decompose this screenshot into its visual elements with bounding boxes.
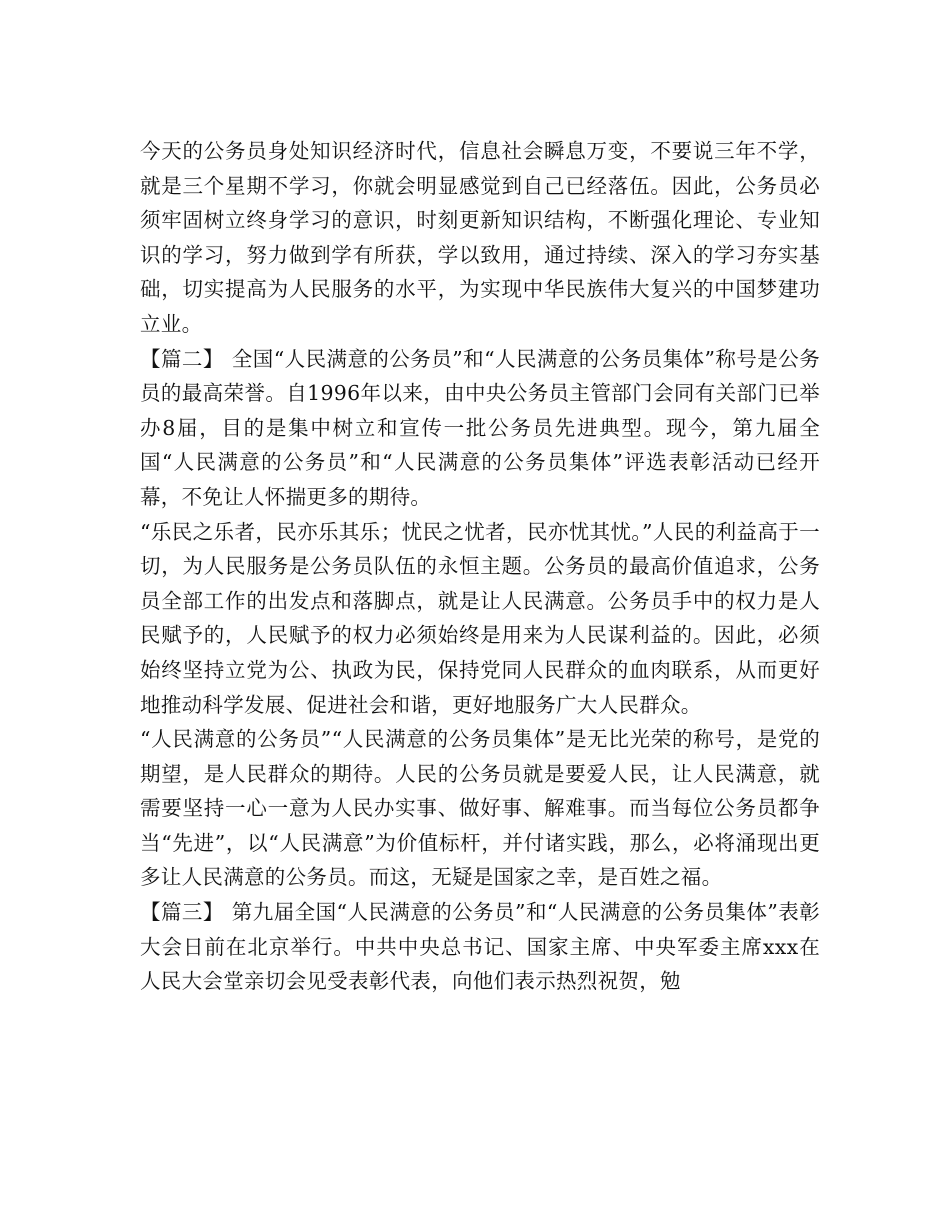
paragraph-text: 第九届全国“人民满意的公务员”和“人民满意的公务员集体”表彰大会日前在北京举行。中共中央总书记、国家主席、中央军委主席xxx在人民大会堂亲切会见受表彰代表，向他们表示热烈祝贺，勉 xyxy=(140,900,820,994)
document-page xyxy=(140,134,820,999)
paragraph-text: “乐民之乐者，民亦乐其乐；忧民之忧者，民亦忧其忧。”人民的利益高于一切，为人民服务是公务员队伍的永恒主题。公务员的最高价值追求，公务员全部工作的出发点和落脚点，就是让人民满意。公务员手中的权力是人民赋予的，人民赋予的权力必须始终是用来为人民谋利益的。因此，必须始终坚持立党为公、执政为民，保持党同人民群众的血肉联系，从而更好地推动科学发展、促进社会和谐，更好地服务广大人民群众。 xyxy=(140,519,820,717)
paragraph-text: “人民满意的公务员”“人民满意的公务员集体”是无比光荣的称号，是党的期望，是人民群众的期待。人民的公务员就是要爱人民，让人民满意，就需要坚持一心一意为人民办实事、做好事、解难事。而当每位公务员都争当“先进”，以“人民满意”为价值标杆，并付诸实践，那么，必将涌现出更多让人民满意的公务员。而这，无疑是国家之幸，是百姓之福。 xyxy=(140,727,820,890)
paragraph-honor xyxy=(140,722,820,895)
paragraph-section-three xyxy=(140,895,820,999)
paragraph-intro xyxy=(140,134,820,342)
paragraph-section-two xyxy=(140,342,820,515)
section-label: 【篇三】 xyxy=(140,900,224,925)
paragraph-quote xyxy=(140,515,820,723)
paragraph-text: 全国“人民满意的公务员”和“人民满意的公务员集体”称号是公务员的最高荣誉。自1996年以来，由中央公务员主管部门会同有关部门已举办8届，目的是集中树立和宣传一批公务员先进典型。现今，第九届全国“人民满意的公务员”和“人民满意的公务员集体”评选表彰活动已经开幕，不免让人怀揣更多的期待。 xyxy=(140,346,820,509)
section-label: 【篇二】 xyxy=(140,346,224,371)
paragraph-text: 今天的公务员身处知识经济时代，信息社会瞬息万变，不要说三年不学，就是三个星期不学习，你就会明显感觉到自己已经落伍。因此，公务员必须牢固树立终身学习的意识，时刻更新知识结构，不断强化理论、专业知识的学习，努力做到学有所获，学以致用，通过持续、深入的学习夯实基础，切实提高为人民服务的水平，为实现中华民族伟大复兴的中国梦建功立业。 xyxy=(140,139,820,336)
